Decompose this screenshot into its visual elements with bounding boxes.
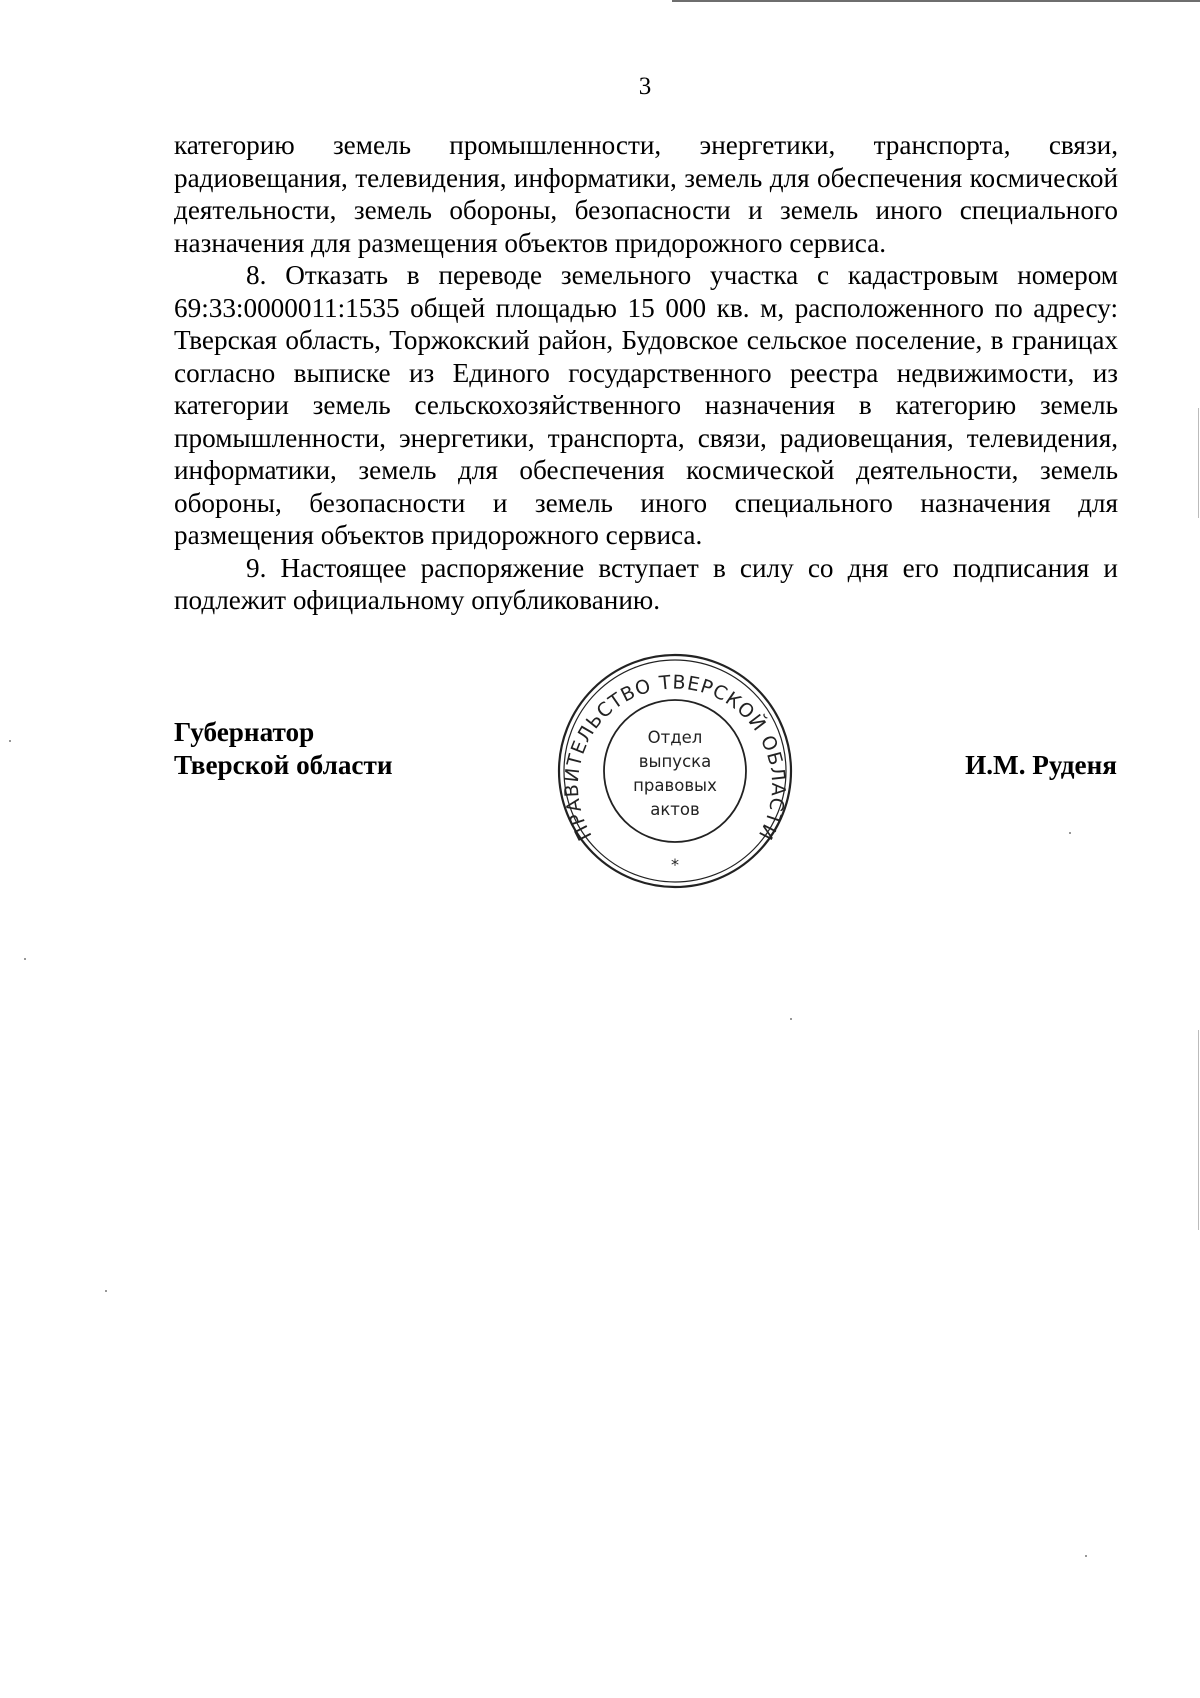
page-top-edge-line xyxy=(672,0,1200,2)
paragraph-continuation: категорию земель промышленности, энергетики, транспорта, связи, радиовещания, телевидения, информатики, земель для обеспечения космической деятельности, земель обороны, безопасности и земель иного специального назначения для размещения объектов придорожного сервиса. xyxy=(174,130,1118,258)
signatory-title xyxy=(174,716,393,782)
stamp-center-line-2: выпуска xyxy=(638,752,712,771)
stamp-star: * xyxy=(671,855,679,874)
page-number: 3 xyxy=(638,73,652,100)
signatory-title-line-1: Губернатор xyxy=(174,717,315,747)
scan-speck xyxy=(9,740,11,742)
scan-edge-mark xyxy=(1198,408,1199,518)
paragraph-item-8: 8. Отказать в переводе земельного участка с кадастровым номером 69:33:0000011:1535 общей площадью 15 000 кв. м, расположенного по адресу: Тверская область, Торжокский район, Будовское сельское поселение, в границах согласно выписке из Единого государственного реестра недвижимости, из категории земель сельскохозяйственного назначения в категорию земель промышленности, энергетики, транспорта, связи, радиовещания, телевидения, информатики, земель для обеспечения космической деятельности, земель обороны, безопасности и земель иного специального назначения для размещения объектов придорожного сервиса. xyxy=(174,260,1118,550)
scan-speck xyxy=(105,1290,107,1292)
official-stamp xyxy=(556,652,794,890)
stamp-center-line-4: актов xyxy=(650,800,700,819)
stamp-center-line-3: правовых xyxy=(633,776,717,795)
signatory-title-line-2: Тверской области xyxy=(174,750,393,780)
stamp-center-line-1: Отдел xyxy=(647,728,703,747)
scan-speck xyxy=(1085,1555,1087,1557)
paragraph-item-9: 9. Настоящее распоряжение вступает в силу со дня его подписания и подлежит официальному опубликованию. xyxy=(174,552,1118,615)
scan-speck xyxy=(790,1018,792,1020)
scan-speck xyxy=(1069,832,1071,834)
signatory-name: И.М. Руденя xyxy=(965,750,1117,780)
scan-edge-mark xyxy=(1198,1030,1199,1230)
scan-speck xyxy=(24,958,26,960)
stamp-ring-text: ПРАВИТЕЛЬСТВО ТВЕРСКОЙ ОБЛАСТИ xyxy=(560,671,790,844)
document-body xyxy=(174,129,1118,617)
